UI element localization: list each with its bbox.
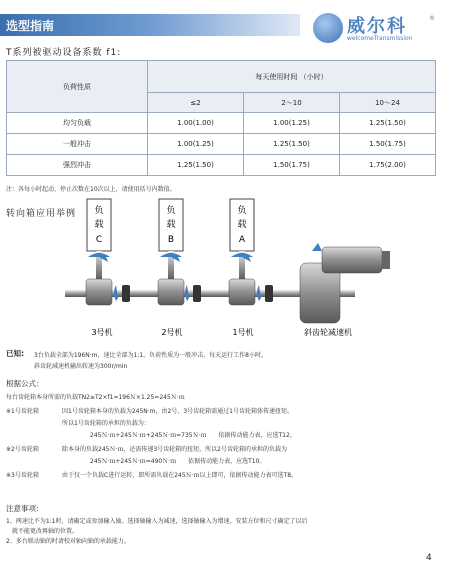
gearbox-2 [158, 279, 184, 305]
calc-text: 245Ｎ·ｍ+245Ｎ·ｍ=490Ｎ·ｍ 依据传动能力表，应选T10。 [90, 458, 266, 465]
column-header: 2～10 [244, 93, 340, 113]
gearbox-diagram [60, 195, 400, 345]
load-label: 载 [237, 220, 247, 230]
known-line: 3台负载全部为196N·m，速比全部为1:1，负荷性质为一般冲击，每天运行工作8小时。 [34, 352, 267, 359]
load-box-a [230, 199, 254, 251]
load-type-header: 负荷性质 [7, 61, 148, 113]
row-label: 均匀负载 [7, 113, 148, 134]
table-cell: 1.25(1.50) [148, 155, 244, 176]
logo-mark-icon [313, 13, 343, 43]
load-label: 负 [94, 206, 104, 216]
calc-text: 除本身的负载245Ｎ·ｍ，还需传递3号齿轮箱的扭矩，所以2号齿轮箱的承担的负载为 [62, 446, 287, 453]
table-row [7, 134, 436, 155]
calc-text: 245Ｎ·ｍ+245Ｎ·ｍ+245Ｎ·ｍ=735Ｎ·ｍ 依据传动能力表，应选T12。 [90, 432, 296, 439]
table-row [7, 155, 436, 176]
table-row [7, 113, 436, 134]
load-box-b [159, 199, 183, 251]
hours-header: 每天使用时间 （小时） [148, 61, 436, 93]
row-label: 强烈冲击 [7, 155, 148, 176]
load-letter: C [95, 235, 103, 245]
header-title: 选型指南 [6, 19, 55, 33]
factor-table-heading: T系列被驱动设备系数 f1: [6, 48, 122, 58]
coupling [265, 285, 273, 302]
load-letter: B [167, 235, 175, 245]
known-label: 已知: [6, 349, 24, 358]
rotation-arrow-icon [312, 243, 322, 251]
load-letter: A [238, 235, 246, 245]
page-number: 4 [426, 553, 432, 563]
notes-line: 1、两速比不为1:1时，请确定或参加输入轴。选择轴输入为减速，选择轴输入为增速，安装方位和尺寸确定了以后 [6, 518, 308, 525]
gearbox-3 [86, 279, 112, 305]
machine-label: 2号机 [161, 328, 183, 337]
motor-fan-cover [382, 251, 390, 269]
coupling [193, 285, 201, 302]
table-cell: 1.00(1.25) [244, 113, 340, 134]
table-cell: 1.25(1.50) [244, 134, 340, 155]
load-box-c [87, 199, 111, 251]
table-cell: 1.00(1.25) [148, 134, 244, 155]
calc-text: 所以1号齿轮箱的承担的负载为： [62, 420, 150, 427]
notes-heading: 注意事项: [6, 504, 39, 513]
notes-line: 就不能更改再轴的位置。 [6, 528, 79, 535]
factor-table [6, 60, 436, 176]
table-cell: 1.00(1.00) [148, 113, 244, 134]
machine-label: 3号机 [91, 328, 113, 337]
load-label: 负 [237, 206, 247, 216]
coupling [122, 285, 130, 302]
load-label: 负 [166, 206, 176, 216]
table-cell: 1.50(1.75) [244, 155, 340, 176]
calc-tag: ※1号齿轮箱 [6, 408, 39, 415]
logo-registered-mark: ® [429, 15, 435, 22]
column-header: ≤2 [148, 93, 244, 113]
row-label: 一般冲击 [7, 134, 148, 155]
table-note: 注：各每小时起动、停止次数在10次以上，请使用括号内数值。 [6, 186, 176, 193]
column-header: 10～24 [340, 93, 436, 113]
table-cell: 1.25(1.50) [340, 113, 436, 134]
load-label: 载 [94, 220, 104, 230]
calc-heading: 根据公式： [6, 379, 44, 388]
logo-name: 威尔科 [347, 16, 407, 37]
machine-label: 斜齿轮减速机 [304, 328, 352, 337]
notes-line: 2、多台联动轴的时请校对轴向轴的承载能力。 [6, 538, 130, 545]
logo-subtitle: welcomeTransmission [347, 35, 413, 42]
machine-label: 1号机 [232, 328, 254, 337]
calc-tag: ※3号齿轮箱 [6, 472, 39, 479]
table-cell: 1.50(1.75) [340, 134, 436, 155]
motor [322, 247, 382, 273]
load-label: 载 [166, 220, 176, 230]
calc-formula: 每台齿轮箱本身所需的负载TN2≥T2×f1=196Ｎ×1.25=245Ｎ·ｍ [6, 394, 185, 401]
known-line: 斜齿轮减速机输出转速为300r/min [34, 363, 128, 370]
calc-tag: ※2号齿轮箱 [6, 446, 39, 453]
logo [313, 13, 445, 43]
calc-text: 因1号齿轮箱本身的负载为245N·m，由2号、3号齿轮箱需通过1号齿轮箱体传递扭矩。 [62, 408, 293, 415]
table-cell: 1.75(2.00) [340, 155, 436, 176]
calc-text: 由于仅一个负载C进行运转，即所需负载在245Ｎ·ｍ以上即可，依据传动能力表可选T8。 [62, 472, 298, 479]
helical-reducer [300, 243, 390, 323]
gearbox-1 [229, 279, 255, 305]
example-title: 转向箱应用举例 [6, 209, 77, 219]
